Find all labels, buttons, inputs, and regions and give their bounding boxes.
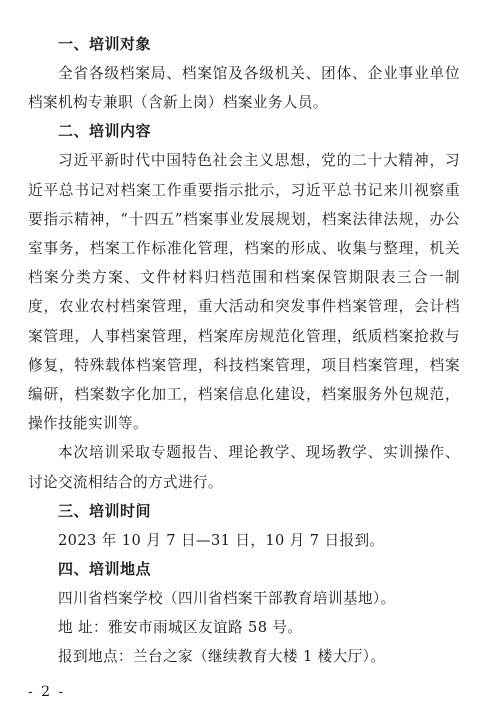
document-body (28, 30, 460, 672)
section-heading-target: 一、培训对象 (58, 35, 152, 53)
checkin-location-line: 报到地点：兰台之家（继续教育大楼 1 楼大厅）。 (58, 648, 386, 666)
section-paragraph-target: 全省各级档案局、档案馆及各级机关、团体、企业事业单位档案机构专兼职（含新上岗）档案业务人员。 (28, 65, 460, 112)
section-paragraph-location: 四川省档案学校（四川省档案干部教育培训基地）。 (58, 590, 396, 608)
section-heading-content: 二、培训内容 (58, 122, 152, 141)
address-line: 地 址：雅安市雨城区友谊路 58 号。 (58, 619, 303, 637)
section-heading-location: 四、培训地点 (58, 560, 152, 579)
page-number: - 2 - (28, 684, 66, 700)
section-heading-time: 三、培训时间 (58, 501, 152, 520)
section-paragraph-time: 2023 年 10 月 7 日—31 日，10 月 7 日报到。 (58, 531, 385, 549)
section-paragraph-content: 习近平新时代中国特色社会主义思想，党的二十大精神，习近平总书记对档案工作重要指示批示，习近平总书记来川视察重要指示精神，“十四五”档案事业发展规划，档案法律法规，办公室事务，档案工作标准化管理，档案的形成、收集与整理，机关档案分类方案、文件材料归档范围和档案保管期限表三合一制度，农业农村档案管理，重大活动和突发事件档案管理，会计档案管理，人事档案管理，档案库房规范化管理，纸质档案抢救与修复，特殊载体档案管理，科技档案管理，项目档案管理，档案编研，档案数字化加工，档案信息化建设，档案服务外包规范，操作技能实训等。 (28, 152, 460, 433)
section-paragraph-method: 本次培训采取专题报告、理论教学、现场教学、实训操作、讨论交流相结合的方式进行。 (28, 444, 460, 491)
